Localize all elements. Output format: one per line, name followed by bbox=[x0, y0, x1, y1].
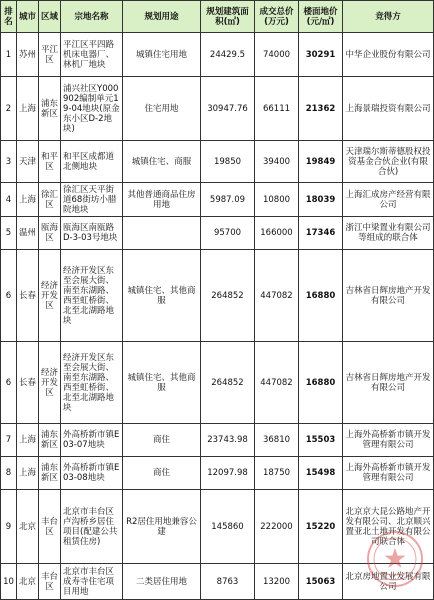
parcel-name-cell: 浦兴社区Y000902编制单元19-04地块(原金东小区D-2地块) bbox=[61, 77, 123, 141]
parcel-name-cell: 经济开发区东至会展大街、南至东湖路、西至虹桥街、北至北湖路地块 bbox=[61, 342, 123, 424]
rank-cell: 7 bbox=[1, 424, 17, 457]
winner-cell: 北京京大昆公路地产开发有限公司、北京顺兴置亚北土地开发有限公司联合体 bbox=[343, 490, 434, 564]
header-floor-price: 楼面地价(元/㎡) bbox=[299, 1, 343, 33]
winner-cell: 上海外高桥新市镇开发管理有限公司 bbox=[343, 457, 434, 490]
floor-price-cell: 17346 bbox=[299, 217, 343, 250]
winner-cell: 上海景瑞投资有限公司 bbox=[343, 77, 434, 141]
rank-cell: 10 bbox=[1, 564, 17, 600]
building-area-cell: 24429.5 bbox=[201, 33, 255, 77]
rank-cell: 6 bbox=[1, 250, 17, 342]
floor-price-cell: 16880 bbox=[299, 342, 343, 424]
city-cell: 北京 bbox=[17, 490, 39, 564]
total-price-cell: 36810 bbox=[255, 424, 299, 457]
city-cell: 上海 bbox=[17, 457, 39, 490]
planned-use-cell: R2居住用地兼容公建 bbox=[123, 490, 201, 564]
winner-cell: 上海外高桥新市镇开发管理有限公司 bbox=[343, 424, 434, 457]
rank-cell: 5 bbox=[1, 217, 17, 250]
city-cell: 天津 bbox=[17, 141, 39, 183]
rank-cell: 4 bbox=[1, 183, 17, 217]
parcel-name-cell: 北京市丰台区成寿寺住宅项目用地 bbox=[61, 564, 123, 600]
building-area-cell: 23743.98 bbox=[201, 424, 255, 457]
district-cell: 经济开发区 bbox=[39, 250, 61, 342]
building-area-cell: 5987.09 bbox=[201, 183, 255, 217]
total-price-cell: 39400 bbox=[255, 141, 299, 183]
header-planned-use: 规划用途 bbox=[123, 1, 201, 33]
total-price-cell: 13200 bbox=[255, 564, 299, 600]
table-row bbox=[1, 490, 434, 564]
rank-cell: 8 bbox=[1, 457, 17, 490]
parcel-name-cell: 经济开发区东至会展大街、南至东湖路、西至虹桥街、北至北湖路地块 bbox=[61, 250, 123, 342]
planned-use-cell: 二类居住用地 bbox=[123, 564, 201, 600]
planned-use-cell: 住宅用地 bbox=[123, 77, 201, 141]
city-cell: 温州 bbox=[17, 217, 39, 250]
rank-cell: 2 bbox=[1, 77, 17, 141]
floor-price-cell: 21362 bbox=[299, 77, 343, 141]
city-cell: 长春 bbox=[17, 342, 39, 424]
table-row bbox=[1, 183, 434, 217]
parcel-name-cell: 平江区平四路机床电器厂、林机厂地块 bbox=[61, 33, 123, 77]
building-area-cell: 30947.76 bbox=[201, 77, 255, 141]
winner-cell: 浙江中梁置业有限公司等组成的联合体 bbox=[343, 217, 434, 250]
header-parcel-name: 宗地名称 bbox=[61, 1, 123, 33]
total-price-cell: 166000 bbox=[255, 217, 299, 250]
city-cell: 苏州 bbox=[17, 33, 39, 77]
floor-price-cell: 15503 bbox=[299, 424, 343, 457]
building-area-cell: 8763 bbox=[201, 564, 255, 600]
winner-cell: 天津瑞尔斯蒂德股权投资基金合伙企业(有限合伙) bbox=[343, 141, 434, 183]
district-cell: 徐汇区 bbox=[39, 183, 61, 217]
district-cell: 经济开发区 bbox=[39, 342, 61, 424]
header-city: 城市 bbox=[17, 1, 39, 33]
table-row bbox=[1, 217, 434, 250]
district-cell: 和平区 bbox=[39, 141, 61, 183]
table-row bbox=[1, 342, 434, 424]
district-cell: 丰台区 bbox=[39, 490, 61, 564]
parcel-name-cell: 瓯海区南瓯路D-3-03号地块 bbox=[61, 217, 123, 250]
table-row bbox=[1, 424, 434, 457]
winner-cell: 吉林省日辉房地产开发有限公司 bbox=[343, 342, 434, 424]
city-cell: 上海 bbox=[17, 424, 39, 457]
table-row bbox=[1, 141, 434, 183]
header-district: 区域 bbox=[39, 1, 61, 33]
floor-price-cell: 15063 bbox=[299, 564, 343, 600]
planned-use-cell: 商住 bbox=[123, 457, 201, 490]
building-area-cell: 19850 bbox=[201, 141, 255, 183]
total-price-cell: 447082 bbox=[255, 342, 299, 424]
winner-cell: 吉林省日辉房地产开发有限公司 bbox=[343, 250, 434, 342]
total-price-cell: 18750 bbox=[255, 457, 299, 490]
district-cell: 浦东新区 bbox=[39, 424, 61, 457]
planned-use-cell: 其他普通商品住房用地 bbox=[123, 183, 201, 217]
district-cell: 瓯海区 bbox=[39, 217, 61, 250]
city-cell: 上海 bbox=[17, 77, 39, 141]
city-cell: 长春 bbox=[17, 250, 39, 342]
planned-use-cell: 城镇住宅、商服 bbox=[123, 141, 201, 183]
total-price-cell: 222000 bbox=[255, 490, 299, 564]
table-row bbox=[1, 250, 434, 342]
district-cell: 浦东新区 bbox=[39, 77, 61, 141]
floor-price-cell: 19849 bbox=[299, 141, 343, 183]
district-cell: 丰台区 bbox=[39, 564, 61, 600]
table-header-row bbox=[1, 1, 434, 33]
parcel-name-cell: 外高桥新市镇E03-07地块 bbox=[61, 424, 123, 457]
winner-cell: 中华企业股份有限公司 bbox=[343, 33, 434, 77]
rank-cell: 9 bbox=[1, 490, 17, 564]
district-cell: 浦东新区 bbox=[39, 457, 61, 490]
total-price-cell: 447082 bbox=[255, 250, 299, 342]
planned-use-cell bbox=[123, 217, 201, 250]
table-row bbox=[1, 33, 434, 77]
planned-use-cell: 城镇住宅用地 bbox=[123, 33, 201, 77]
header-winner: 竞得方 bbox=[343, 1, 434, 33]
table-row bbox=[1, 457, 434, 490]
planned-use-cell: 商住 bbox=[123, 424, 201, 457]
floor-price-cell: 15220 bbox=[299, 490, 343, 564]
header-rank: 排名 bbox=[1, 1, 17, 33]
parcel-name-cell: 和平区成都道北侧地块 bbox=[61, 141, 123, 183]
city-cell: 北京 bbox=[17, 564, 39, 600]
floor-price-cell: 30291 bbox=[299, 33, 343, 77]
winner-cell: 上海汇成房产经营有限公司 bbox=[343, 183, 434, 217]
parcel-name-cell: 徐汇区天平街道68街坊小腊院地块 bbox=[61, 183, 123, 217]
header-total-price: 成交总价(万元) bbox=[255, 1, 299, 33]
floor-price-cell: 18039 bbox=[299, 183, 343, 217]
total-price-cell: 74000 bbox=[255, 33, 299, 77]
floor-price-cell: 15498 bbox=[299, 457, 343, 490]
parcel-name-cell: 北京市丰台区卢沟桥乡居住项目(配建公共租赁住房) bbox=[61, 490, 123, 564]
rank-cell: 3 bbox=[1, 141, 17, 183]
rank-cell: 1 bbox=[1, 33, 17, 77]
building-area-cell: 264852 bbox=[201, 342, 255, 424]
building-area-cell: 95700 bbox=[201, 217, 255, 250]
floor-price-cell: 16880 bbox=[299, 250, 343, 342]
planned-use-cell: 城镇住宅、其他商服 bbox=[123, 250, 201, 342]
table-row bbox=[1, 77, 434, 141]
city-cell: 上海 bbox=[17, 183, 39, 217]
building-area-cell: 12097.98 bbox=[201, 457, 255, 490]
header-building-area: 规划建筑面积(㎡) bbox=[201, 1, 255, 33]
parcel-name-cell: 外高桥新市镇E03-08地块 bbox=[61, 457, 123, 490]
total-price-cell: 66111 bbox=[255, 77, 299, 141]
table-row bbox=[1, 564, 434, 600]
building-area-cell: 145860 bbox=[201, 490, 255, 564]
building-area-cell: 264852 bbox=[201, 250, 255, 342]
rank-cell: 6 bbox=[1, 342, 17, 424]
district-cell: 平江区 bbox=[39, 33, 61, 77]
winner-cell: 北京房地置业发展有限公司 bbox=[343, 564, 434, 600]
total-price-cell: 10800 bbox=[255, 183, 299, 217]
planned-use-cell: 城镇住宅、其他商服 bbox=[123, 342, 201, 424]
